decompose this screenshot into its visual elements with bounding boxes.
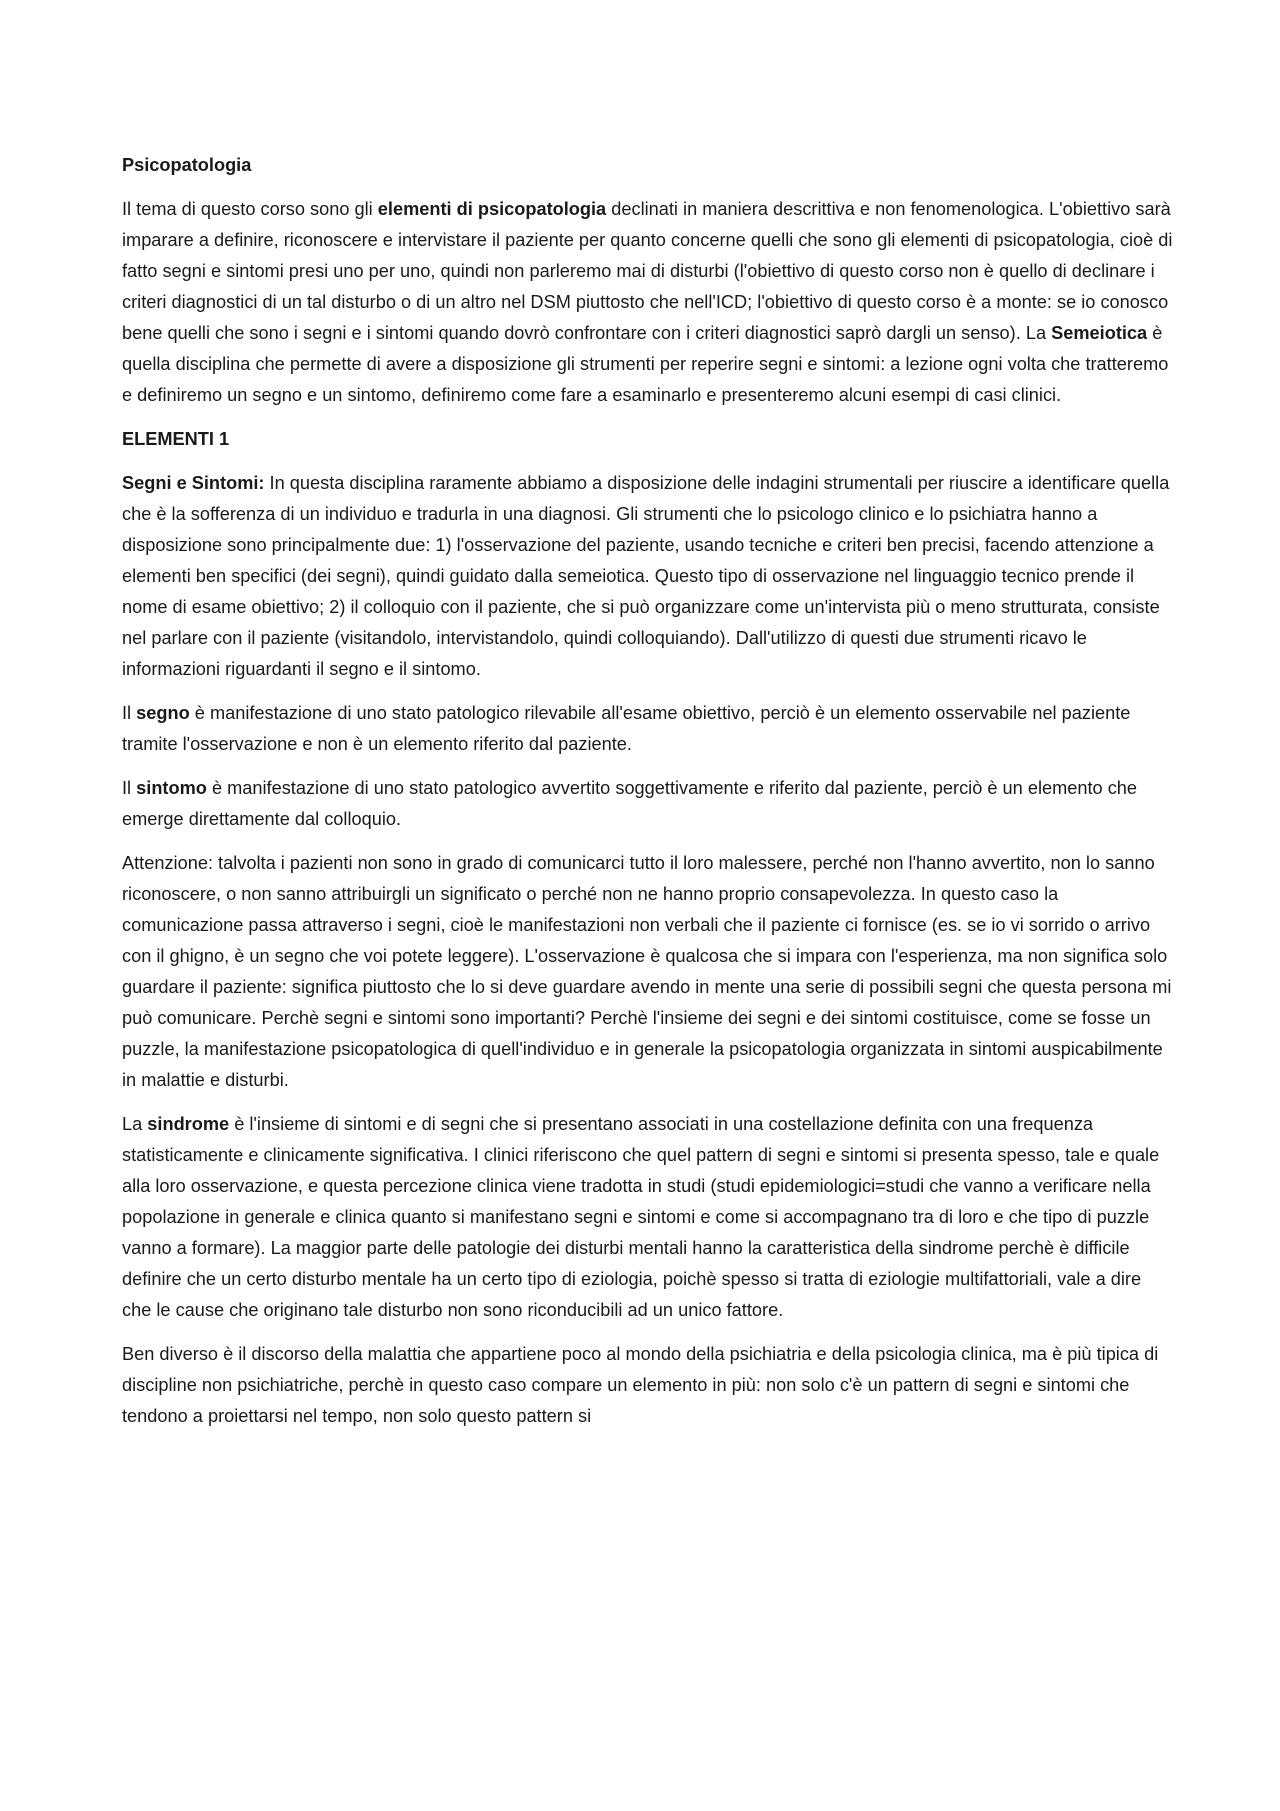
- segni-sintomi-text: In questa disciplina raramente abbiamo a disposizione delle indagini strumentali per riuscire a identificare quella che è la sofferenza di un individuo e tradurla in una diagnosi. Gli strumenti che lo psicologo clinico e lo psichiatra hanno a disposizione sono principalmente due: 1) l'osservazione del paziente, usando tecniche e criteri ben precisi, facendo attenzione a elementi ben specifici (dei segni), quindi guidato dalla semeiotica. Questo tipo di osservazione nel linguaggio tecnico prende il nome di esame obiettivo; 2) il colloquio con il paziente, che si può organizzare come un'intervista più o meno strutturata, consiste nel parlare con il paziente (visitandolo, intervistandolo, quindi colloquiando). Dall'utilizzo di questi due strumenti ricavo le informazioni riguardanti il segno e il sintomo.: [122, 473, 1170, 679]
- intro-paragraph: [122, 194, 1174, 411]
- document-page: [122, 150, 1174, 1445]
- malattia-paragraph: Ben diverso è il discorso della malattia che appartiene poco al mondo della psichiatria e della psicologia clinica, ma è più tipica di discipline non psichiatriche, perchè in questo caso compare un elemento in più: non solo c'è un pattern di segni e sintomi che tendono a proiettarsi nel tempo, non solo questo pattern si: [122, 1344, 1159, 1426]
- segno-text-1: Il: [122, 703, 137, 723]
- intro-bold-semeiotica: Semeiotica: [1051, 323, 1148, 343]
- sindrome-text-2: è l'insieme di sintomi e di segni che si presentano associati in una costellazione definita con una frequenza statisticamente e clinicamente significativa. I clinici riferiscono che quel pattern di segni e sintomi si presenta spesso, tale e quale alla loro osservazione, e questa percezione clinica viene tradotta in studi (studi epidemiologici=studi che vanno a verificare nella popolazione in generale e clinica quanto si manifestano segni e sintomi e come si accompagnano tra di loro e che tipo di puzzle vanno a formare). La maggior parte delle patologie dei disturbi mentali hanno la caratteristica della sindrome perchè è difficile definire che un certo disturbo mentale ha un certo tipo di eziologia, poichè spesso si tratta di eziologie multifattoriali, vale a dire che le cause che originano tale disturbo non sono riconducibili ad un unico fattore.: [122, 1114, 1160, 1320]
- attenzione-paragraph: Attenzione: talvolta i pazienti non sono in grado di comunicarci tutto il loro malessere, perché non l'hanno avvertito, non lo sanno riconoscere, o non sanno attribuirgli un significato o perché non ne hanno proprio consapevolezza. In questo caso la comunicazione passa attraverso i segni, cioè le manifestazioni non verbali che il paziente ci fornisce (es. se io vi sorrido o arrivo con il ghigno, è un segno che voi potete leggere). L'osservazione è qualcosa che si impara con l'esperienza, ma non significa solo guardare il paziente: significa piuttosto che lo si deve guardare avendo in mente una serie di possibili segni che questa persona mi può comunicare. Perchè segni e sintomi sono importanti? Perchè l'insieme dei segni e dei sintomi costituisce, come se fosse un puzzle, la manifestazione psicopatologica di quell'individuo e in generale la psicopatologia organizzata in sintomi auspicabilmente in malattie e disturbi.: [122, 853, 1172, 1090]
- sintomo-text-2: è manifestazione di uno stato patologico avvertito soggettivamente e riferito dal paziente, perciò è un elemento che emerge direttamente dal colloquio.: [122, 778, 1138, 829]
- sintomo-bold: sintomo: [136, 778, 207, 798]
- sindrome-text-1: La: [122, 1114, 148, 1134]
- segno-paragraph: [122, 698, 1174, 760]
- intro-text-3: è quella disciplina che permette di avere a disposizione gli strumenti per reperire segni e sintomi: a lezione ogni volta che tratteremo e definiremo un segno e un sintomo, definiremo come fare a esaminarlo e presenteremo alcuni esempi di casi clinici.: [122, 323, 1169, 405]
- segni-sintomi-label: Segni e Sintomi:: [122, 473, 265, 493]
- segno-text-2: è manifestazione di uno stato patologico rilevabile all'esame obiettivo, perciò è un elemento osservabile nel paziente tramite l'osservazione e non è un elemento riferito dal paziente.: [122, 703, 1131, 754]
- intro-text-1: Il tema di questo corso sono gli: [122, 199, 378, 219]
- intro-bold-elementi: elementi di psicopatologia: [377, 199, 607, 219]
- document-title: Psicopatologia: [122, 155, 252, 175]
- sintomo-paragraph: [122, 773, 1174, 835]
- sindrome-paragraph: [122, 1109, 1174, 1326]
- intro-text-2: declinati in maniera descrittiva e non fenomenologica. L'obiettivo sarà imparare a definire, riconoscere e intervistare il paziente per quanto concerne quelli che sono gli elementi di psicopatologia, cioè di fatto segni e sintomi presi uno per uno, quindi non parleremo mai di disturbi (l'obiettivo di questo corso non è quello di declinare i criteri diagnostici di un tal disturbo o di un altro nel DSM piuttosto che nell'ICD; l'obiettivo di questo corso è a monte: se io conosco bene quelli che sono i segni e i sintomi quando dovrò confrontare con i criteri diagnostici saprò dargli un senso). La: [122, 199, 1173, 343]
- segni-sintomi-paragraph: [122, 468, 1174, 685]
- segno-bold: segno: [136, 703, 190, 723]
- section-heading: ELEMENTI 1: [122, 429, 230, 449]
- sintomo-text-1: Il: [122, 778, 137, 798]
- sindrome-bold: sindrome: [147, 1114, 230, 1134]
